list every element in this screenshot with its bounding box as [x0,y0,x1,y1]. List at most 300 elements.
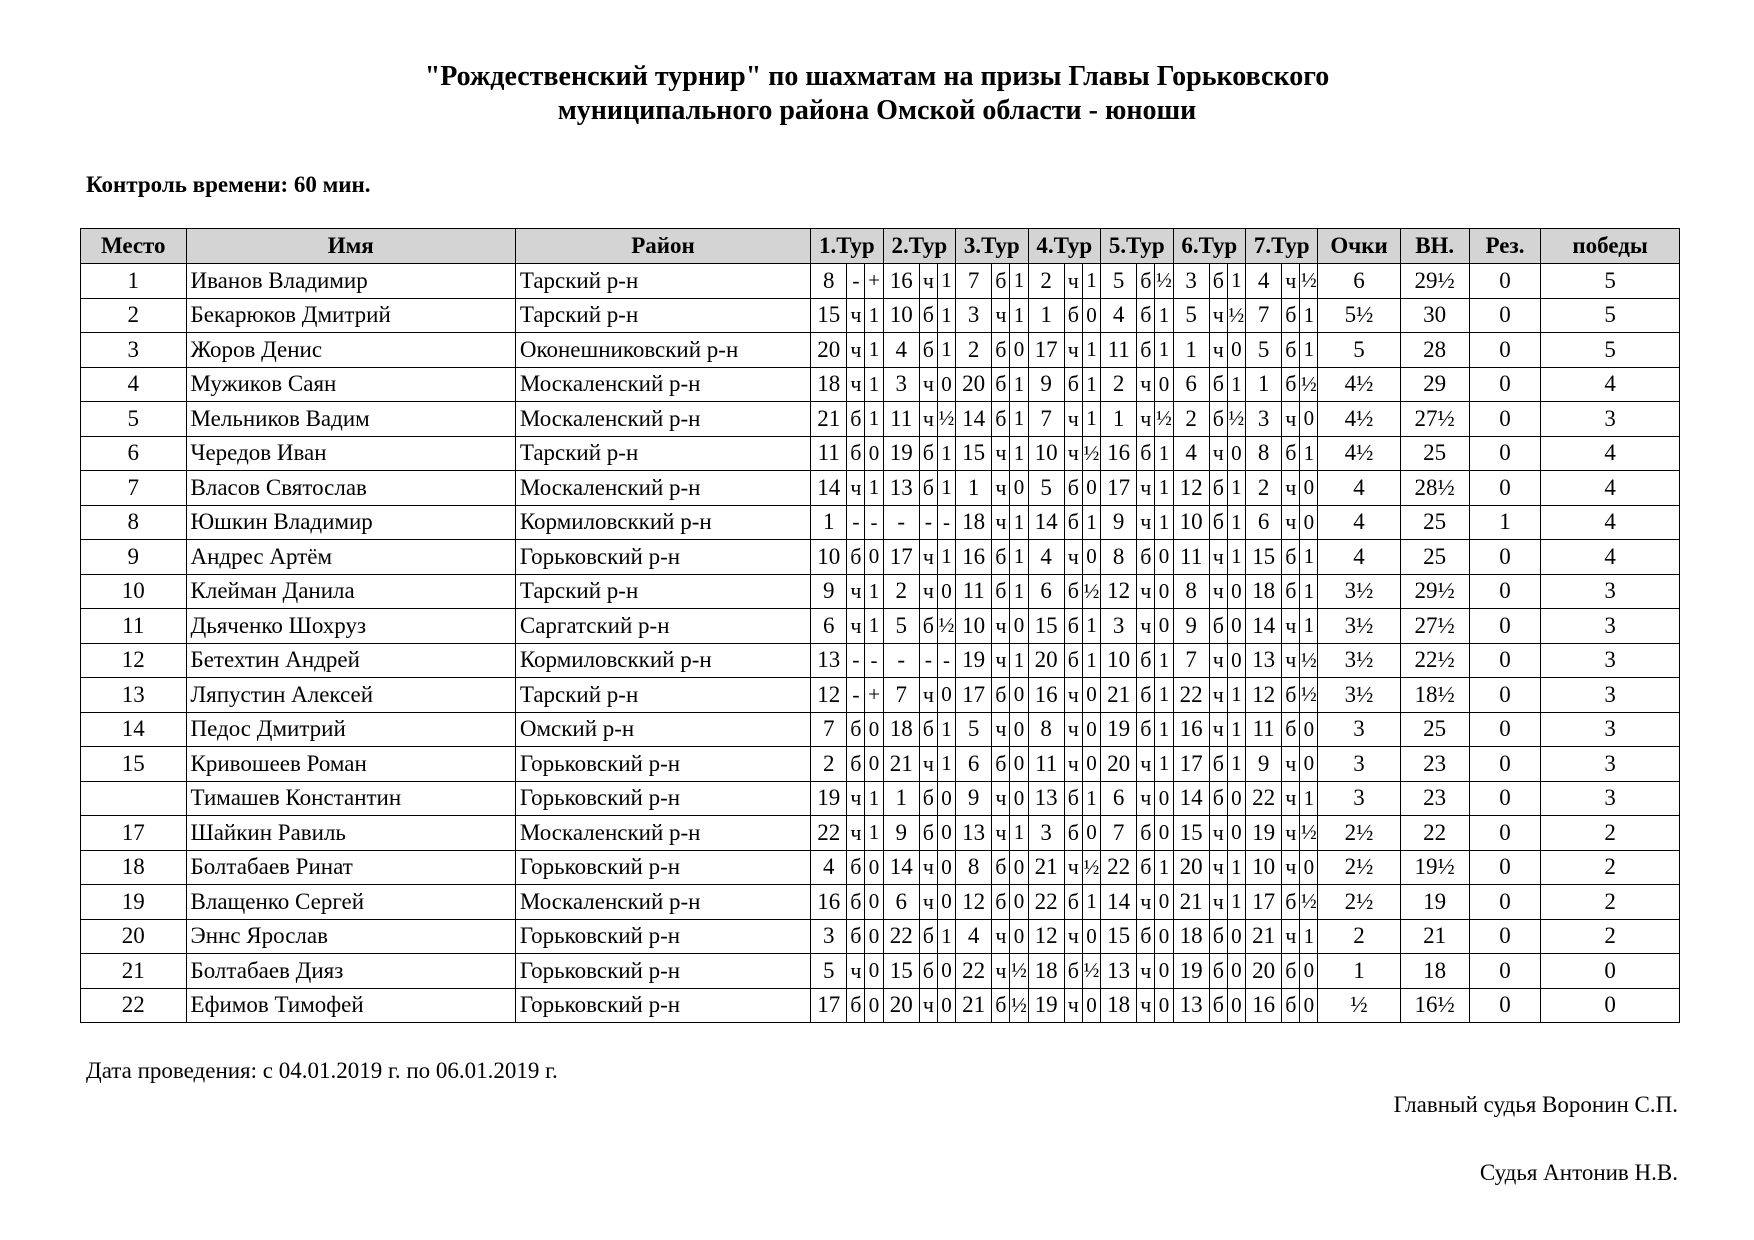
round-7-opponent-cell: 6 [1246,505,1282,540]
round-3-color-cell: б [992,574,1010,609]
round-5-score-cell: 0 [1155,816,1173,851]
round-5-opponent-cell: 11 [1101,333,1137,368]
round-2-score-cell: - [937,505,955,540]
round-1-score-cell: - [865,643,883,678]
round-6-score-cell: 0 [1227,333,1245,368]
place-cell: 13 [81,678,187,713]
round-5-score-cell: 1 [1155,505,1173,540]
header-round-5: 5.Тур [1101,229,1173,264]
round-1-score-cell: 0 [865,747,883,782]
round-4-opponent-cell: 20 [1028,643,1064,678]
round-5-score-cell: 0 [1155,885,1173,920]
round-6-score-cell: 0 [1227,574,1245,609]
round-1-opponent-cell: 5 [811,954,847,989]
round-1-opponent-cell: 2 [811,747,847,782]
district-cell: Кормиловсккий р-н [515,505,810,540]
round-2-color-cell: б [919,712,937,747]
table-row [81,816,1680,851]
wins-cell: 2 [1541,919,1680,954]
buchholz-cell: 25 [1400,505,1469,540]
results-table [80,228,1680,1023]
round-1-color-cell: - [847,505,865,540]
round-7-opponent-cell: 13 [1246,643,1282,678]
round-3-color-cell: б [992,850,1010,885]
round-2-score-cell: 0 [937,781,955,816]
points-cell: 6 [1318,264,1400,299]
round-6-color-cell: ч [1209,643,1227,678]
player-name-cell: Бекарюков Дмитрий [186,298,515,333]
title-line-1: "Рождественский турнир" по шахматам на призы Главы Горьковского [424,61,1330,92]
place-cell: 18 [81,850,187,885]
round-7-score-cell: 0 [1300,954,1318,989]
round-7-color-cell: б [1282,540,1300,575]
round-7-color-cell: б [1282,954,1300,989]
round-5-score-cell: 0 [1155,954,1173,989]
round-5-opponent-cell: 10 [1101,643,1137,678]
place-cell: 5 [81,402,187,437]
round-1-color-cell: б [847,540,865,575]
round-4-score-cell: 0 [1082,747,1100,782]
round-7-color-cell: б [1282,678,1300,713]
results-body [81,264,1680,1023]
round-2-opponent-cell: 3 [883,367,919,402]
round-4-color-cell: ч [1064,712,1082,747]
points-cell: 2 [1318,919,1400,954]
round-7-opponent-cell: 20 [1246,954,1282,989]
round-4-score-cell: 0 [1082,471,1100,506]
round-7-opponent-cell: 3 [1246,402,1282,437]
district-cell: Горьковский р-н [515,850,810,885]
round-3-score-cell: 1 [1010,816,1028,851]
round-5-color-cell: б [1137,816,1155,851]
round-6-score-cell: 0 [1227,816,1245,851]
round-1-opponent-cell: 15 [811,298,847,333]
document-title [0,60,1754,128]
round-4-opponent-cell: 6 [1028,574,1064,609]
round-4-score-cell: 1 [1082,333,1100,368]
result-cell: 0 [1469,367,1540,402]
round-3-score-cell: 1 [1010,643,1028,678]
result-cell: 0 [1469,471,1540,506]
round-3-score-cell: 0 [1010,919,1028,954]
player-name-cell: Ефимов Тимофей [186,988,515,1023]
round-6-color-cell: ч [1209,712,1227,747]
place-cell: 8 [81,505,187,540]
round-3-opponent-cell: 19 [956,643,992,678]
round-3-opponent-cell: 9 [956,781,992,816]
round-5-score-cell: 0 [1155,540,1173,575]
place-cell: 11 [81,609,187,644]
district-cell: Горьковский р-н [515,747,810,782]
round-4-color-cell: б [1064,643,1082,678]
result-cell: 0 [1469,954,1540,989]
round-7-color-cell: ч [1282,747,1300,782]
table-row [81,298,1680,333]
round-5-score-cell: ½ [1155,402,1173,437]
round-7-score-cell: 0 [1300,747,1318,782]
round-5-color-cell: б [1137,298,1155,333]
round-6-score-cell: 0 [1227,643,1245,678]
round-1-score-cell: 0 [865,540,883,575]
buchholz-cell: 27½ [1400,402,1469,437]
round-6-color-cell: ч [1209,850,1227,885]
round-1-color-cell: ч [847,471,865,506]
round-1-score-cell: 1 [865,471,883,506]
round-6-color-cell: ч [1209,678,1227,713]
table-row [81,747,1680,782]
round-1-score-cell: + [865,264,883,299]
district-cell: Тарский р-н [515,574,810,609]
round-3-opponent-cell: 22 [956,954,992,989]
district-cell: Тарский р-н [515,678,810,713]
round-2-score-cell: 1 [937,333,955,368]
round-7-score-cell: 0 [1300,712,1318,747]
points-cell: 2½ [1318,885,1400,920]
round-7-color-cell: ч [1282,505,1300,540]
points-cell: ½ [1318,988,1400,1023]
round-6-score-cell: 1 [1227,885,1245,920]
points-cell: 3½ [1318,574,1400,609]
round-1-color-cell: ч [847,954,865,989]
round-4-color-cell: б [1064,816,1082,851]
result-cell: 0 [1469,885,1540,920]
player-name-cell: Дьяченко Шохруз [186,609,515,644]
buchholz-cell: 18½ [1400,678,1469,713]
header-buchholz: ВН. [1400,229,1469,264]
round-1-opponent-cell: 20 [811,333,847,368]
round-6-score-cell: 1 [1227,712,1245,747]
round-7-score-cell: 0 [1300,402,1318,437]
table-row [81,609,1680,644]
district-cell: Москаленский р-н [515,367,810,402]
round-7-score-cell: ½ [1300,264,1318,299]
round-3-score-cell: 0 [1010,333,1028,368]
round-7-score-cell: 1 [1300,609,1318,644]
round-2-opponent-cell: - [883,505,919,540]
wins-cell: 2 [1541,885,1680,920]
round-7-score-cell: ½ [1300,643,1318,678]
round-7-score-cell: ½ [1300,885,1318,920]
round-3-opponent-cell: 13 [956,816,992,851]
round-5-score-cell: 0 [1155,988,1173,1023]
district-cell: Горьковский р-н [515,781,810,816]
result-cell: 0 [1469,781,1540,816]
round-4-score-cell: 1 [1082,505,1100,540]
table-row [81,574,1680,609]
round-7-opponent-cell: 22 [1246,781,1282,816]
round-5-color-cell: ч [1137,747,1155,782]
district-cell: Горьковский р-н [515,954,810,989]
points-cell: 5 [1318,333,1400,368]
round-6-color-cell: б [1209,988,1227,1023]
round-4-opponent-cell: 21 [1028,850,1064,885]
round-5-color-cell: б [1137,333,1155,368]
place-cell: 6 [81,436,187,471]
round-4-score-cell: 1 [1082,609,1100,644]
round-2-score-cell: 0 [937,678,955,713]
round-6-opponent-cell: 8 [1173,574,1209,609]
round-4-opponent-cell: 16 [1028,678,1064,713]
round-4-color-cell: б [1064,885,1082,920]
round-3-opponent-cell: 8 [956,850,992,885]
round-2-score-cell: 0 [937,885,955,920]
place-cell: 2 [81,298,187,333]
round-3-color-cell: б [992,333,1010,368]
round-6-score-cell: 0 [1227,954,1245,989]
round-6-color-cell: б [1209,471,1227,506]
player-name-cell: Болтабаев Ринат [186,850,515,885]
round-7-opponent-cell: 9 [1246,747,1282,782]
wins-cell: 3 [1541,747,1680,782]
round-2-color-cell: б [919,333,937,368]
round-4-opponent-cell: 7 [1028,402,1064,437]
round-6-opponent-cell: 18 [1173,919,1209,954]
round-1-score-cell: 0 [865,954,883,989]
round-3-color-cell: ч [992,816,1010,851]
table-row [81,678,1680,713]
round-3-score-cell: 1 [1010,402,1028,437]
result-cell: 0 [1469,402,1540,437]
table-row [81,643,1680,678]
result-cell: 0 [1469,816,1540,851]
time-control: Контроль времени: 60 мин. [86,172,371,197]
round-2-color-cell: б [919,954,937,989]
round-7-opponent-cell: 12 [1246,678,1282,713]
round-5-opponent-cell: 17 [1101,471,1137,506]
round-2-opponent-cell: - [883,643,919,678]
table-row [81,850,1680,885]
round-4-color-cell: б [1064,505,1082,540]
round-4-score-cell: 0 [1082,540,1100,575]
buchholz-cell: 23 [1400,781,1469,816]
round-6-opponent-cell: 5 [1173,298,1209,333]
wins-cell: 3 [1541,781,1680,816]
round-7-opponent-cell: 14 [1246,609,1282,644]
round-1-opponent-cell: 22 [811,816,847,851]
round-1-score-cell: 0 [865,436,883,471]
round-5-color-cell: б [1137,643,1155,678]
round-7-color-cell: б [1282,712,1300,747]
round-3-score-cell: 1 [1010,505,1028,540]
round-5-score-cell: 1 [1155,436,1173,471]
result-cell: 0 [1469,264,1540,299]
round-6-opponent-cell: 6 [1173,367,1209,402]
round-7-score-cell: 0 [1300,505,1318,540]
district-cell: Кормиловсккий р-н [515,643,810,678]
round-5-opponent-cell: 6 [1101,781,1137,816]
round-6-color-cell: б [1209,919,1227,954]
header-round-3: 3.Тур [956,229,1028,264]
player-name-cell: Тимашев Константин [186,781,515,816]
round-2-color-cell: б [919,609,937,644]
round-6-opponent-cell: 1 [1173,333,1209,368]
round-5-score-cell: 0 [1155,367,1173,402]
wins-cell: 2 [1541,816,1680,851]
round-5-color-cell: б [1137,264,1155,299]
wins-cell: 3 [1541,678,1680,713]
round-3-opponent-cell: 5 [956,712,992,747]
round-3-opponent-cell: 16 [956,540,992,575]
round-5-score-cell: 1 [1155,747,1173,782]
place-cell: 22 [81,988,187,1023]
round-6-score-cell: 1 [1227,850,1245,885]
round-2-opponent-cell: 1 [883,781,919,816]
table-row [81,781,1680,816]
round-2-opponent-cell: 20 [883,988,919,1023]
round-7-color-cell: ч [1282,264,1300,299]
round-7-opponent-cell: 10 [1246,850,1282,885]
round-3-color-cell: ч [992,436,1010,471]
round-4-opponent-cell: 15 [1028,609,1064,644]
round-4-color-cell: ч [1064,436,1082,471]
round-7-color-cell: ч [1282,471,1300,506]
round-5-score-cell: ½ [1155,264,1173,299]
round-2-opponent-cell: 9 [883,816,919,851]
round-3-score-cell: 0 [1010,678,1028,713]
round-7-opponent-cell: 11 [1246,712,1282,747]
round-3-score-cell: ½ [1010,988,1028,1023]
round-6-color-cell: б [1209,609,1227,644]
header-wins: победы [1541,229,1680,264]
round-5-opponent-cell: 5 [1101,264,1137,299]
wins-cell: 5 [1541,264,1680,299]
round-5-color-cell: ч [1137,402,1155,437]
place-cell: 10 [81,574,187,609]
title-line-2: муниципального района Омской области - юноши [557,95,1197,126]
result-cell: 0 [1469,298,1540,333]
round-5-opponent-cell: 21 [1101,678,1137,713]
player-name-cell: Чередов Иван [186,436,515,471]
round-2-color-cell: б [919,816,937,851]
round-2-color-cell: ч [919,264,937,299]
round-1-score-cell: 0 [865,712,883,747]
round-3-color-cell: ч [992,954,1010,989]
round-6-opponent-cell: 4 [1173,436,1209,471]
table-row [81,919,1680,954]
buchholz-cell: 21 [1400,919,1469,954]
buchholz-cell: 19½ [1400,850,1469,885]
buchholz-cell: 28½ [1400,471,1469,506]
table-row [81,264,1680,299]
round-7-color-cell: б [1282,574,1300,609]
round-3-score-cell: 1 [1010,540,1028,575]
round-6-color-cell: б [1209,402,1227,437]
round-7-color-cell: ч [1282,816,1300,851]
buchholz-cell: 28 [1400,333,1469,368]
round-3-score-cell: 1 [1010,574,1028,609]
round-2-score-cell: 0 [937,954,955,989]
round-4-score-cell: 0 [1082,919,1100,954]
place-cell: 12 [81,643,187,678]
round-6-score-cell: 0 [1227,436,1245,471]
round-2-opponent-cell: 5 [883,609,919,644]
round-5-score-cell: 1 [1155,850,1173,885]
round-2-color-cell: ч [919,367,937,402]
round-3-opponent-cell: 2 [956,333,992,368]
round-4-opponent-cell: 5 [1028,471,1064,506]
round-4-opponent-cell: 22 [1028,885,1064,920]
round-1-score-cell: 1 [865,333,883,368]
round-1-score-cell: 1 [865,298,883,333]
round-6-score-cell: 1 [1227,505,1245,540]
district-cell: Тарский р-н [515,436,810,471]
points-cell: 1 [1318,954,1400,989]
round-2-score-cell: ½ [937,402,955,437]
player-name-cell: Кривошеев Роман [186,747,515,782]
round-4-score-cell: 0 [1082,678,1100,713]
round-2-color-cell: б [919,436,937,471]
round-4-opponent-cell: 19 [1028,988,1064,1023]
table-row [81,988,1680,1023]
round-4-color-cell: б [1064,471,1082,506]
round-2-opponent-cell: 13 [883,471,919,506]
header-round-7: 7.Тур [1246,229,1318,264]
header-round-6: 6.Тур [1173,229,1245,264]
round-4-color-cell: ч [1064,919,1082,954]
round-1-score-cell: + [865,678,883,713]
result-cell: 0 [1469,574,1540,609]
round-1-opponent-cell: 10 [811,540,847,575]
round-6-color-cell: б [1209,505,1227,540]
round-6-opponent-cell: 2 [1173,402,1209,437]
round-7-opponent-cell: 7 [1246,298,1282,333]
round-2-opponent-cell: 11 [883,402,919,437]
round-4-score-cell: 1 [1082,367,1100,402]
round-2-opponent-cell: 2 [883,574,919,609]
round-1-score-cell: 0 [865,885,883,920]
round-5-score-cell: 1 [1155,333,1173,368]
round-7-color-cell: б [1282,885,1300,920]
judge: Судья Антонив Н.В. [1479,1160,1678,1185]
header-round-2: 2.Тур [883,229,955,264]
event-dates: Дата проведения: с 04.01.2019 г. по 06.01.2019 г. [86,1058,558,1083]
points-cell: 3 [1318,712,1400,747]
round-7-opponent-cell: 17 [1246,885,1282,920]
round-2-color-cell: б [919,781,937,816]
table-row [81,333,1680,368]
round-6-color-cell: ч [1209,574,1227,609]
round-7-score-cell: 1 [1300,436,1318,471]
round-4-score-cell: 1 [1082,885,1100,920]
points-cell: 2½ [1318,816,1400,851]
round-6-score-cell: 0 [1227,781,1245,816]
round-7-color-cell: б [1282,298,1300,333]
round-5-color-cell: ч [1137,505,1155,540]
place-cell: 1 [81,264,187,299]
buchholz-cell: 25 [1400,436,1469,471]
round-1-opponent-cell: 11 [811,436,847,471]
buchholz-cell: 29 [1400,367,1469,402]
round-6-score-cell: 0 [1227,988,1245,1023]
round-1-score-cell: 1 [865,609,883,644]
round-6-score-cell: ½ [1227,298,1245,333]
round-5-opponent-cell: 19 [1101,712,1137,747]
round-4-color-cell: б [1064,954,1082,989]
round-2-opponent-cell: 6 [883,885,919,920]
round-2-color-cell: ч [919,574,937,609]
round-6-opponent-cell: 16 [1173,712,1209,747]
buchholz-cell: 16½ [1400,988,1469,1023]
buchholz-cell: 19 [1400,885,1469,920]
place-cell: 14 [81,712,187,747]
round-6-opponent-cell: 19 [1173,954,1209,989]
round-3-opponent-cell: 11 [956,574,992,609]
round-4-score-cell: 0 [1082,712,1100,747]
round-4-score-cell: 0 [1082,988,1100,1023]
round-2-score-cell: 0 [937,816,955,851]
round-5-score-cell: 1 [1155,678,1173,713]
wins-cell: 3 [1541,712,1680,747]
